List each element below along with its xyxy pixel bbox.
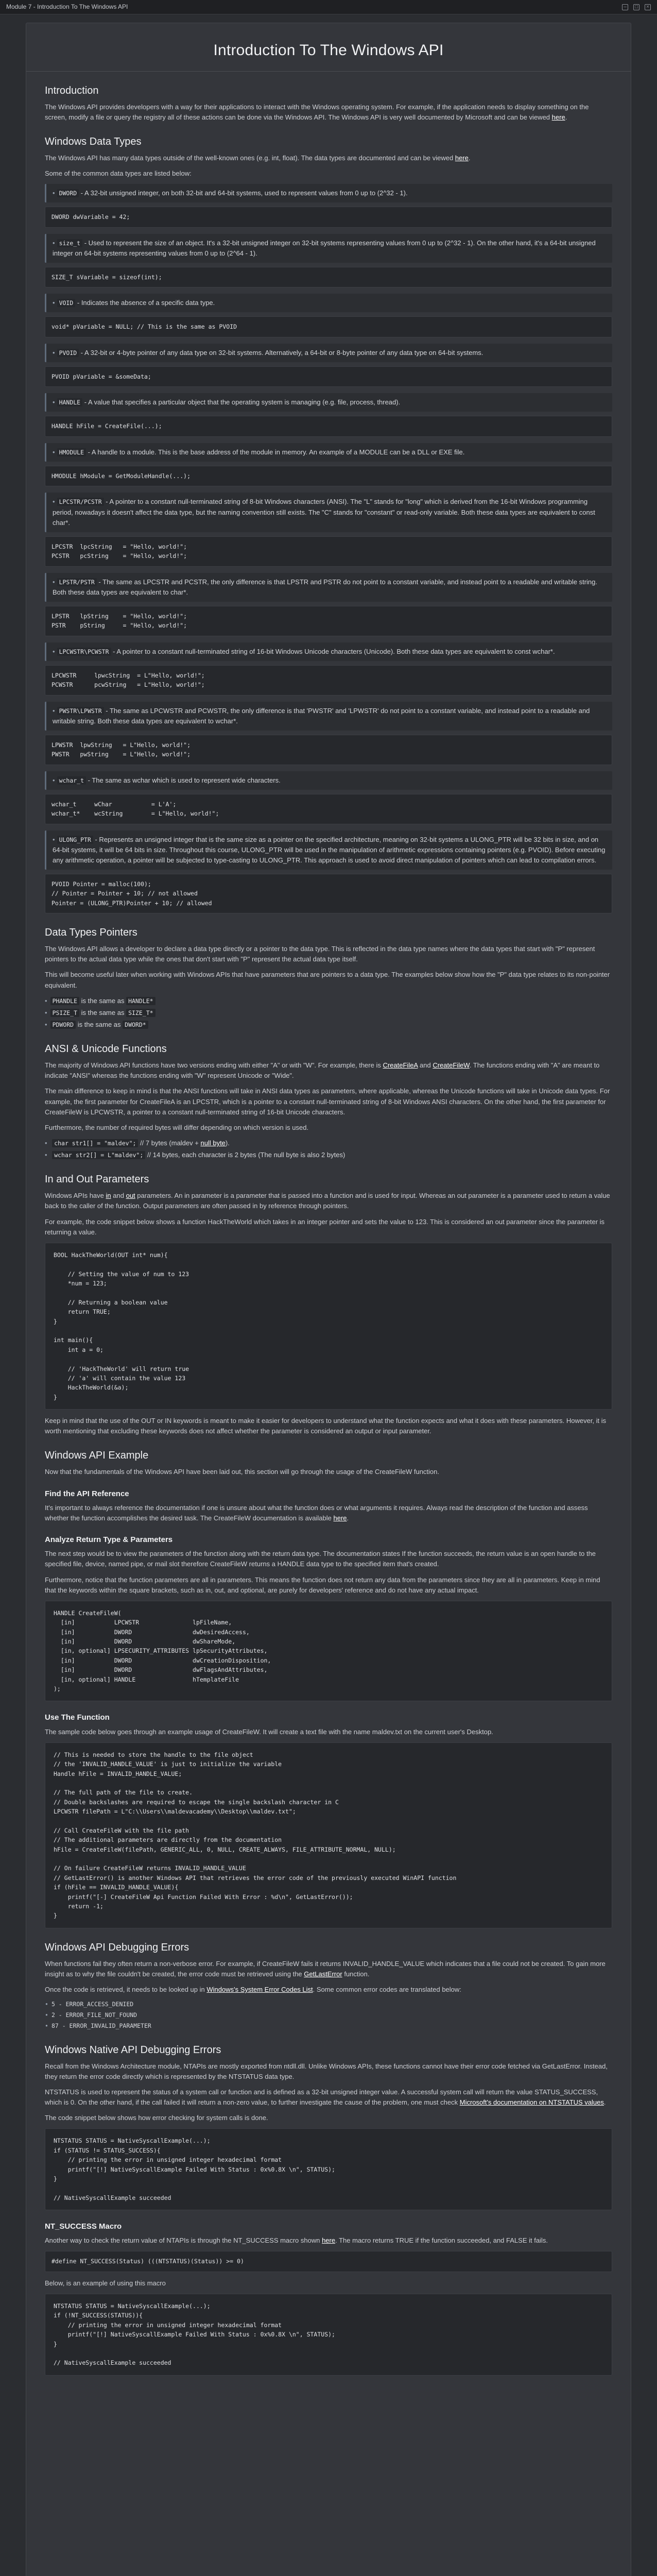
page-title: Introduction To The Windows API: [213, 42, 444, 59]
example-paragraph: Now that the fundamentals of the Windows API have been laid out, this section will go through the usage of the CreateFileW function.: [45, 1468, 439, 1476]
data-type-definition: [45, 702, 612, 731]
section-heading-in-out: In and Out Parameters: [45, 1174, 149, 1185]
data-type-definition: [45, 184, 612, 202]
equivalence-text: is the same as: [76, 1021, 123, 1028]
data-type-name: DWORD: [57, 189, 79, 197]
data-type-description: - A 32-bit unsigned integer, on both 32-bit and 64-bit systems, used to represent values from 0 up to (2^32 - 1).: [79, 189, 408, 197]
bullet-icon: •: [53, 776, 55, 784]
ansi-paragraph-2: The main difference to keep in mind is that the ANSI functions will take in ANSI data types as parameters, where applicable, whereas the Unicode functions will take in Unicode data types. For example, the first parameter for CreateFileA is an LPCSTR, which is a pointer to a constant null-terminated string of 8-bit Windows ANSI characters. On the other hand, the first parameter for CreateFileW is LPCWSTR, a pointer to a constant null-terminated string of 16-bit Unicode characters.: [45, 1087, 610, 1116]
section-heading-example: Windows API Example: [45, 1450, 149, 1462]
nt-success-text-end: . The macro returns TRUE if the function succeeded, and FALSE it fails.: [335, 2236, 548, 2245]
pointer-type: PHANDLE: [50, 997, 79, 1005]
data-type-definition: [45, 234, 612, 263]
native-paragraph-2: NTSTATUS is used to represent the status of a system call or function and is defined as a 32-bit unsigned integer value. A successful system call will return the value STATUS_SUCCESS, which is 0. On the other hand, if the call failed it will return a non-zero value, to further investigate the cause of the problem, one must check Microsoft's documentation on NTSTATUS values.: [45, 2088, 606, 2107]
ansi-and: and: [420, 1061, 431, 1070]
bullet-icon: •: [45, 1151, 47, 1159]
data-type-name: HANDLE: [57, 398, 83, 406]
analyze-paragraph-1: The next step would be to view the parameters of the function along with the return data type. The documentation states If the function succeeds, the return value is an open handle to the specified file, device, named pipe, or mail slot therefore CreateFileW returns a HANDLE data type to the specified item that's created.: [45, 1550, 596, 1568]
bullet-icon: •: [53, 448, 55, 456]
bullet-icon: •: [45, 2022, 48, 2029]
error-code-item: [45, 2000, 612, 2009]
data-type-code-example: LPCSTR lpcString = "Hello, world!"; PCSTR pcString = "Hello, world!";: [45, 536, 612, 567]
bullet-icon: •: [53, 189, 55, 197]
out-link[interactable]: out: [126, 1192, 135, 1200]
intro-docs-link[interactable]: here: [551, 113, 565, 121]
error-code-item: [45, 2011, 612, 2020]
find-api-text: It's important to always reference the documentation if one is unsure about what the function does or what arguments it requires. Always read the description of the function and assess whether the function accomplishes the desired task. The CreateFileW documentation is available: [45, 1503, 588, 1522]
native-paragraph-3: The code snippet below shows how error checking for system calls is done.: [45, 2114, 268, 2122]
bullet-icon: •: [45, 1021, 47, 1028]
data-type-list: [45, 184, 612, 913]
data-type-definition: [45, 294, 612, 312]
intro-text: The Windows API provides developers with a way for their applications to interact with the Windows operating system. For example, if the application needs to display something on the screen, modify a file or query the registry all of these actions can be done via the Windows API. The Windows API is very well documented by Microsoft and can be viewed: [45, 103, 589, 121]
data-type-code-example: LPWSTR lpwString = L"Hello, world!"; PWSTR pwString = L"Hello, world!";: [45, 735, 612, 765]
error-code-item: [45, 2022, 612, 2031]
nt-success-text: Another way to check the return value of NTAPIs is through the NT_SUCCESS macro shown: [45, 2236, 320, 2245]
inout-and: and: [113, 1192, 124, 1200]
code-snippet: char str1[] = "maldev";: [52, 1139, 138, 1147]
bullet-icon: •: [45, 996, 47, 1005]
debug-paragraph-1: [45, 1959, 612, 1979]
bullet-icon: •: [53, 647, 55, 655]
byte-size-examples: [45, 1138, 612, 1160]
ansi-paragraph-1: [45, 1060, 612, 1081]
data-type-name: LPCWSTR\PCWSTR: [57, 648, 111, 656]
data-type-code-example: DWORD dwVariable = 42;: [45, 207, 612, 227]
data-type-name: PWSTR\LPWSTR: [57, 707, 104, 715]
base-type: DWORD*: [123, 1021, 148, 1029]
bullet-icon: •: [45, 1139, 47, 1147]
data-type-name: LPSTR/PSTR: [57, 578, 97, 586]
data-type-description: - The same as wchar which is used to represent wide characters.: [86, 776, 281, 784]
section-heading-ansi-unicode: ANSI & Unicode Functions: [45, 1043, 167, 1055]
createfilew-docs-link[interactable]: here: [333, 1514, 347, 1522]
getlasterror-link[interactable]: GetLastError: [304, 1970, 342, 1978]
error-code-text: 87 - ERROR_INVALID_PARAMETER: [51, 2022, 151, 2029]
inout-paragraph-1: [45, 1191, 612, 1211]
maximize-icon[interactable]: □: [633, 4, 639, 10]
data-type-name: PVOID: [57, 349, 79, 357]
data-types-paragraph: The Windows API has many data types outside of the well-known ones (e.g. int, float). The data types are documented and can be viewed here.: [45, 154, 471, 162]
code-block-ntstatus-check: NTSTATUS STATUS = NativeSyscallExample(...); if (STATUS != STATUS_SUCCESS){ // printing the error in unsigned integer hexadecimal format printf("[!] NativeSyscallExample Failed With Status : 0x%0.8X \n", STATUS); } // NativeSyscallExample succeeded: [45, 2128, 612, 2210]
ntstatus-docs-link[interactable]: Microsoft's documentation on NTSTATUS values: [459, 2098, 604, 2107]
section-heading-pointers: Data Types Pointers: [45, 927, 137, 939]
minimize-icon[interactable]: –: [622, 4, 628, 10]
code-block-createfilew-usage: // This is needed to store the handle to the file object // the 'INVALID_HANDLE_VALUE' is just to initialize the variable Handle hFile = INVALID_HANDLE_VALUE; // The full path of the file to create. // Double backslashes are required to escape the single backslash character in C LPCWSTR filePath = L"C:\\Users\\maldevacademy\\Desktop\\maldev.txt"; // Call CreateFileW with the file path // The additional parameters are directly from the documentation hFile = CreateFileW(filePath, GENERIC_ALL, 0, NULL, CREATE_ALWAYS, FILE_ATTRIBUTE_NORMAL, NULL); // On failure CreateFileW returns INVALID_HANDLE_VALUE // GetLastError() is another Windows API that retrieves the error code of the previously executed WinAPI function if (hFile == INVALID_HANDLE_VALUE){ printf("[-] CreateFileW Api Function Failed With Error : %d\n", GetLastError()); return -1; }: [45, 1742, 612, 1928]
data-type-description: - Used to represent the size of an object. It's a 32-bit unsigned integer on 32-bit systems representing values from 0 up to (2^32 - 1). On the other hand, it's a 64-bit unsigned integer on 64-bit systems representing values from 0 up to (2^64 - 1).: [53, 239, 596, 257]
example-text: // 7 bytes (maldev +: [138, 1139, 199, 1147]
bullet-icon: •: [53, 398, 55, 406]
data-type-definition: [45, 642, 612, 661]
data-type-code-example: SIZE_T sVariable = sizeof(int);: [45, 267, 612, 287]
data-type-description: - Indicates the absence of a specific data type.: [75, 299, 215, 307]
createfilew-link[interactable]: CreateFileW: [433, 1061, 470, 1070]
data-type-description: - The same as LPCSTR and PCSTR, the only difference is that LPSTR and PSTR do not point to a constant variable, and instead point to a readable and writable string. Both these data types are equivalent to char*.: [53, 578, 597, 596]
pointer-type: PSIZE_T: [50, 1009, 79, 1017]
pointers-paragraph-1: The Windows API allows a developer to declare a data type directly or a pointer to the data type. This is reflected in the data type names where the data types that start with "P" represent pointers to the actual data type while the ones that don't start with "P" represent the actual data type itself.: [45, 945, 595, 963]
intro-text-end: .: [565, 113, 567, 121]
data-type-code-example: PVOID pVariable = &someData;: [45, 366, 612, 387]
system-error-codes-link[interactable]: Windows's System Error Codes List: [206, 1986, 313, 1994]
data-type-name: HMODULE: [57, 448, 86, 456]
data-type-definition: [45, 831, 612, 870]
data-type-description: - A handle to a module. This is the base address of the module in memory. An example of a MODULE can be a DLL or EXE file.: [86, 448, 465, 456]
data-type-name: wchar_t: [57, 776, 86, 785]
equivalence-text: is the same as: [79, 1008, 127, 1016]
data-type-code-example: PVOID Pointer = malloc(100); // Pointer = Pointer + 10; // not allowed Pointer = (ULONG_PTR)Pointer + 10; // allowed: [45, 874, 612, 913]
data-type-code-example: void* pVariable = NULL; // This is the same as PVOID: [45, 316, 612, 337]
debug-paragraph-2: [45, 1985, 612, 1995]
base-type: SIZE_T*: [126, 1009, 155, 1017]
ansi-text-end: . The functions ending with "A" are meant to indicate "ANSI" whereas the functions ending with "W" represent Unicode or "Wide".: [45, 1061, 600, 1080]
data-type-description: - A 32-bit or 4-byte pointer of any data type on 32-bit systems. Alternatively, a 64-bit or 8-byte pointer of any data type on 64-bit systems.: [79, 348, 483, 357]
data-type-definition: [45, 443, 612, 462]
page-header: [26, 23, 631, 72]
intro-paragraph: [45, 102, 612, 123]
section-heading-data-types: Windows Data Types: [45, 135, 142, 147]
section-heading-introduction: Introduction: [45, 84, 99, 96]
in-link[interactable]: in: [106, 1192, 111, 1200]
data-types-text: The Windows API has many data types outside of the well-known ones (e.g. int, float). The data types are documented and can be viewed: [45, 154, 454, 162]
error-code-list: [45, 2000, 612, 2030]
list-item: [45, 1008, 612, 1018]
data-type-code-example: LPCWSTR lpwcString = L"Hello, world!"; PCWSTR pcwString = L"Hello, world!";: [45, 665, 612, 696]
data-type-code-example: LPSTR lpString = "Hello, world!"; PSTR pString = "Hello, world!";: [45, 606, 612, 636]
debug-text-2: Once the code is retrieved, it needs to be looked up in: [45, 1986, 205, 1994]
list-item: [45, 996, 612, 1006]
code-block-createfilew-signature: HANDLE CreateFileW( [in] LPCWSTR lpFileName, [in] DWORD dwDesiredAccess, [in] DWORD dwShareMode, [in, optional] LPSECURITY_ATTRIBUTES lpSecurityAttributes, [in] DWORD dwCreationDisposition, [in] DWORD dwFlagsAndAttributes, [in, optional] HANDLE hTemplateFile );: [45, 1601, 612, 1702]
subheading-analyze: Analyze Return Type & Parameters: [45, 1535, 173, 1545]
base-type: HANDLE*: [126, 997, 155, 1005]
example-text-end: ).: [225, 1139, 230, 1147]
subheading-find-api: Find the API Reference: [45, 1489, 129, 1498]
subheading-use-function: Use The Function: [45, 1713, 110, 1722]
data-type-definition: [45, 393, 612, 412]
data-type-name: VOID: [57, 299, 76, 307]
module-content: [26, 23, 631, 2576]
subheading-nt-success: NT_SUCCESS Macro: [45, 2222, 122, 2231]
bullet-icon: •: [45, 2001, 48, 2008]
use-function-paragraph: The sample code below goes through an example usage of CreateFileW. It will create a text file with the name maldev.txt on the current user's Desktop.: [45, 1727, 493, 1736]
code-snippet: wchar str2[] = L"maldev";: [52, 1151, 145, 1159]
createfilea-link[interactable]: CreateFileA: [383, 1061, 418, 1070]
native-paragraph-1: Recall from the Windows Architecture module, NTAPIs are mostly exported from ntdll.dll. Unlike Windows APIs, these functions cannot have their error code fetched via GetLastError. Instead, they return the error code directly which is represented by the NTSTATUS data type.: [45, 2062, 608, 2080]
data-type-description: - A pointer to a constant null-terminated string of 8-bit Windows characters (ANSI). The "L" stands for "long" which is derived from the 16-bit Windows programming period, nowadays it doesn't affect the data type, but the naming convention still exists. The "C" stands for "constant" or read-only variable. Both these data types are equivalent to const char*.: [53, 498, 595, 527]
data-type-description: - A pointer to a constant null-terminated string of 16-bit Windows Unicode characters (Unicode). Both these data types are equivalent to const wchar*.: [111, 647, 555, 655]
inout-paragraph-3: Keep in mind that the use of the OUT or IN keywords is meant to make it easier for developers to understand what the function expects and what it does with these parameters. However, it is worth mentioning that excluding these keywords does not affect whether the parameter is considered an output or input parameter.: [45, 1417, 607, 1435]
pointer-equivalence-list: [45, 996, 612, 1030]
nt-success-paragraph: [45, 2235, 612, 2246]
pointers-paragraph-2: This will become useful later when working with Windows APIs that have parameters that are pointers to a data type. The examples below show how the "P" data type relates to its non-pointer equivalent.: [45, 971, 610, 989]
window-title: Module 7 - Introduction To The Windows API: [6, 3, 128, 11]
data-type-definition: [45, 344, 612, 362]
bullet-icon: •: [45, 1008, 47, 1016]
data-type-code-example: wchar_t wChar = L'A'; wchar_t* wcString = L"Hello, world!";: [45, 794, 612, 824]
inout-text-rest: parameters. An in parameter is a parameter that is passed into a function and is used for input. Whereas an out parameter is a parameter used to return a value back to the caller of the function. Output parameters are often passed in by reference through pointers.: [45, 1192, 610, 1210]
close-icon[interactable]: ×: [645, 4, 651, 10]
list-item: [45, 1150, 612, 1160]
inout-text: Windows APIs have: [45, 1192, 104, 1200]
error-code-text: 5 - ERROR_ACCESS_DENIED: [51, 2001, 134, 2008]
section-heading-native-debugging: Windows Native API Debugging Errors: [45, 2044, 221, 2056]
data-type-description: - The same as LPCWSTR and PCWSTR, the only difference is that 'PWSTR' and 'LPWSTR' do not point to a constant variable, and instead point to a readable and writable string. Both these data types are equivalent to wchar*.: [53, 706, 590, 725]
code-block-hacktheworld: BOOL HackTheWorld(OUT int* num){ // Setting the value of num to 123 *num = 123; // Returning a boolean value return TRUE; } int main(){ int a = 0; // 'HackTheWorld' will return true // 'a' will contain the value 123 HackTheWorld(&a); }: [45, 1243, 612, 1410]
analyze-paragraph-2: Furthermore, notice that the function parameters are all in parameters. This means the function does not return any data from the parameters since they are all in parameters. Keep in mind that the keywords within the square brackets, such as in, out, and optional, are purely for developers' reference and do not have any actual impact.: [45, 1575, 600, 1594]
data-type-code-example: HMODULE hModule = GetModuleHandle(...);: [45, 466, 612, 486]
list-item: [45, 1020, 612, 1030]
code-block-nt-success-macro: #define NT_SUCCESS(Status) (((NTSTATUS)(Status)) >= 0): [45, 2251, 612, 2272]
bullet-icon: •: [53, 348, 55, 357]
inout-paragraph-2: For example, the code snippet below shows a function HackTheWorld which takes in an integer pointer and sets the value to 123. This is considered an out parameter since the parameter is returning a value.: [45, 1217, 605, 1236]
bullet-icon: •: [45, 2011, 48, 2019]
debug-text-end: function.: [344, 1970, 370, 1978]
bullet-icon: •: [53, 706, 55, 715]
debug-text: When functions fail they often return a non-verbose error. For example, if CreateFileW fails it returns INVALID_HANDLE_VALUE which indicates that a file could not be created. To gain more insight as to why the file couldn't be created, the error code must be retrieved using the: [45, 1959, 606, 1978]
data-type-description: - Represents an unsigned integer that is the same size as a pointer on the specified architecture, meaning on 32-bit systems a ULONG_PTR will be 32 bits in size, and on 64-bit systems, it will be 64 bits in size. Throughout this course, ULONG_PTR will be used in the manipulation of arithmetic expressions containing pointers (e.g. PVOID). Before executing any arithmetic operation, a pointer will be subjected to type-casting to ULONG_PTR. This approach is used to avoid direct manipulation of pointers which can lead to compilation errors.: [53, 835, 606, 864]
code-block-nt-success-example: NTSTATUS STATUS = NativeSyscallExample(...); if (!NT_SUCCESS(STATUS)){ // printing the error in unsigned integer hexadecimal format printf("[!] NativeSyscallExample Failed With Status : 0x%0.8X \n", STATUS); } // NativeSyscallExample succeeded: [45, 2294, 612, 2376]
window-titlebar: [0, 0, 657, 14]
data-types-intro-list: Some of the common data types are listed below:: [45, 169, 192, 177]
ansi-paragraph-3: Furthermore, the number of required bytes will differ depending on which version is used.: [45, 1123, 309, 1131]
find-api-paragraph: It's important to always reference the documentation if one is unsure about what the function does or what arguments it requires. Always read the description of the function and assess whether the function accomplishes the desired task. The CreateFileW documentation is available here.: [45, 1503, 588, 1522]
data-type-name: ULONG_PTR: [57, 836, 93, 844]
ansi-text: The majority of Windows API functions have two versions ending with either "A" or with "W". For example, there is: [45, 1061, 381, 1070]
data-type-definition: [45, 573, 612, 602]
null-byte-link[interactable]: null byte: [200, 1139, 226, 1147]
error-code-text: 2 - ERROR_FILE_NOT_FOUND: [51, 2011, 137, 2019]
data-type-definition: [45, 493, 612, 532]
data-types-docs-link[interactable]: here: [455, 154, 469, 162]
example-text: // 14 bytes, each character is 2 bytes (The null byte is also 2 bytes): [145, 1151, 345, 1159]
bullet-icon: •: [53, 835, 55, 843]
nt-success-example-intro: Below, is an example of using this macro: [45, 2279, 166, 2287]
pointer-type: PDWORD: [50, 1021, 76, 1029]
bullet-icon: •: [53, 578, 55, 586]
section-heading-debugging: Windows API Debugging Errors: [45, 1941, 189, 1953]
bullet-icon: •: [53, 498, 55, 506]
data-type-code-example: HANDLE hFile = CreateFile(...);: [45, 416, 612, 436]
native-text: NTSTATUS is used to represent the status of a system call or function and is defined as a 32-bit unsigned integer value. A successful system call will return the value STATUS_SUCCESS, which is 0. On the other hand, if the call failed it will return a non-zero value, to further investigate the cause of the problem, one must check: [45, 2088, 598, 2107]
data-type-name: size_t: [57, 239, 83, 247]
bullet-icon: •: [53, 299, 55, 307]
nt-success-link[interactable]: here: [322, 2236, 336, 2245]
window-controls: [622, 4, 651, 10]
bullet-icon: •: [53, 239, 55, 247]
list-item: [45, 1138, 612, 1148]
data-type-definition: [45, 771, 612, 790]
data-type-description: - A value that specifies a particular object that the operating system is managing (e.g. file, process, thread).: [82, 398, 401, 406]
debug-text-2-end: . Some common error codes are translated below:: [313, 1986, 461, 1994]
equivalence-text: is the same as: [79, 996, 127, 1005]
data-type-name: LPCSTR/PCSTR: [57, 498, 104, 506]
